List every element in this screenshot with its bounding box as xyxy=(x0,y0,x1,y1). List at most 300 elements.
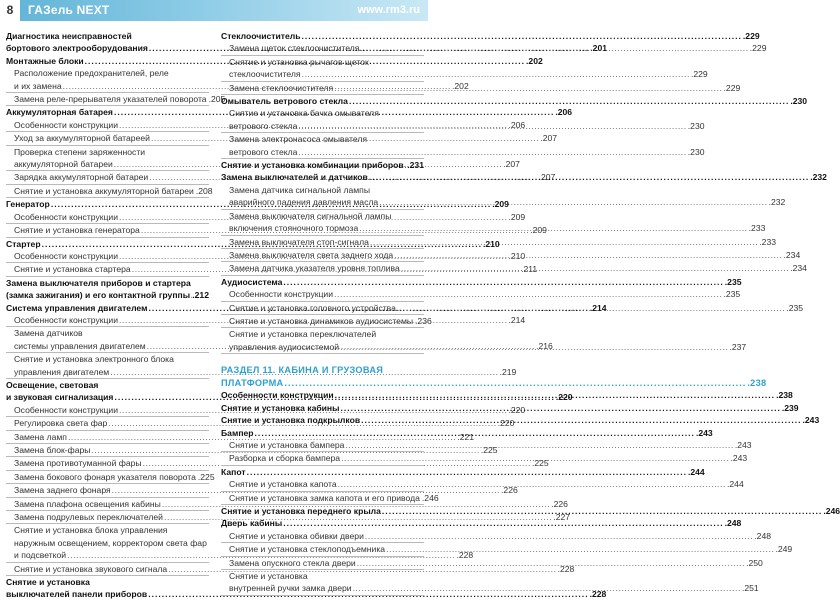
toc-page-number: .243 xyxy=(696,427,713,439)
toc-entry-row xyxy=(14,511,209,523)
dot-leader xyxy=(401,262,789,274)
toc-entry-title: Особенности конструкции xyxy=(14,250,118,262)
toc-sub-entry xyxy=(221,133,424,159)
dot-leader xyxy=(298,120,686,132)
toc-sub-entry xyxy=(6,314,209,327)
toc-sub-entry xyxy=(6,484,209,497)
toc-page-number: .235 xyxy=(725,276,742,288)
dot-leader xyxy=(382,505,822,517)
toc-major-entry xyxy=(6,198,209,210)
toc-entry-title: Монтажные блоки xyxy=(6,55,84,67)
page-header xyxy=(0,0,428,21)
toc-entry-title: Снятие и установка головного устройства xyxy=(229,302,396,314)
toc-major-entry xyxy=(221,466,424,478)
toc-sub-entry xyxy=(6,211,209,224)
dot-leader xyxy=(255,427,695,439)
toc-page-number: .251 xyxy=(742,582,759,594)
toc-page-number: .230 xyxy=(688,120,705,132)
toc-sub-entry xyxy=(6,524,209,562)
toc-page-number: .206 xyxy=(555,106,572,118)
toc-page-number: .246 xyxy=(422,492,439,504)
toc-page-number: .220 xyxy=(556,391,573,403)
toc-page-number: .235 xyxy=(786,302,803,314)
toc-entry-title: Замена реле-прерывателя указателей поворота xyxy=(14,93,207,105)
toc-entry-row xyxy=(6,55,209,67)
toc-page-number: .228 xyxy=(558,563,575,575)
toc-entry-row xyxy=(229,120,424,132)
toc-sub-entry xyxy=(221,210,424,236)
toc-entry-title: Зарядка аккумуляторной батареи xyxy=(14,171,148,183)
toc-entry-row xyxy=(221,276,424,288)
toc-sub-entry xyxy=(221,288,424,301)
toc-entry-row xyxy=(221,505,424,517)
toc-page-number: .234 xyxy=(784,249,801,261)
toc-page-number: .243 xyxy=(730,452,747,464)
toc-page-number: .236 xyxy=(415,315,432,327)
toc-sub-entry xyxy=(221,236,424,249)
dot-leader xyxy=(360,42,748,54)
toc-page-number: .212 xyxy=(192,289,209,301)
dot-leader xyxy=(405,159,407,171)
toc-sub-entry xyxy=(221,315,424,328)
toc-page-number: .207 xyxy=(539,171,556,183)
toc-page-number: .239 xyxy=(782,402,799,414)
site-url: www.rm3.ru xyxy=(357,0,420,21)
toc-entry-title: Аудиосистема xyxy=(221,276,282,288)
toc-major-entry xyxy=(221,414,424,426)
toc-entry-title: внутренней ручки замка двери xyxy=(229,582,352,594)
dot-leader xyxy=(359,222,747,234)
toc-sub-entry xyxy=(6,431,209,444)
toc-page-number: .238 xyxy=(747,377,766,390)
toc-entry-row xyxy=(14,211,209,223)
toc-page-number: .205 xyxy=(209,93,226,105)
toc-entry-title: выключателей панели приборов xyxy=(6,588,147,600)
toc-page-number: .227 xyxy=(553,511,570,523)
toc-entry-title: Снятие и установка переднего крыла xyxy=(221,505,381,517)
toc-sub-entry xyxy=(221,570,424,596)
toc-sub-entry xyxy=(221,107,424,133)
toc-entry-row xyxy=(229,452,424,464)
toc-page-number: .210 xyxy=(508,250,525,262)
toc-entry-line: наружным освещением, корректором света фар xyxy=(14,537,209,549)
dot-leader xyxy=(302,30,742,42)
toc-sub-entry xyxy=(221,249,424,262)
toc-sub-entry xyxy=(6,471,209,484)
toc-major-entry xyxy=(221,276,424,288)
toc-major-entry xyxy=(6,30,209,55)
toc-page-number: .214 xyxy=(508,314,525,326)
toc-entry-title: и их замена xyxy=(14,80,62,92)
toc-sub-entry xyxy=(6,250,209,263)
page-number: 8 xyxy=(0,0,20,21)
toc-page-number: .216 xyxy=(536,340,553,352)
toc-page-number: .206 xyxy=(508,119,525,131)
toc-page-number: .228 xyxy=(590,588,607,600)
toc-entry-title: Снятие и установка замка капота и его привода xyxy=(229,492,420,504)
toc-page-number: .211 xyxy=(521,263,537,275)
toc-page-number: .226 xyxy=(501,484,518,496)
toc-sub-entry xyxy=(221,302,424,315)
toc-major-entry xyxy=(221,95,424,107)
toc-entry-row xyxy=(14,80,209,92)
toc-right-column xyxy=(221,30,424,596)
toc-entry-title: Особенности конструкции xyxy=(14,404,118,416)
toc-left-column xyxy=(6,30,209,601)
dot-leader xyxy=(302,68,690,80)
toc-sub-entry xyxy=(221,82,424,95)
toc-major-entry xyxy=(221,171,424,183)
toc-sub-entry xyxy=(221,492,424,505)
dot-leader xyxy=(338,478,726,490)
dot-leader xyxy=(394,249,782,261)
toc-entry-title: Снятие и установка обивки двери xyxy=(229,530,364,542)
toc-entry-row xyxy=(6,391,209,403)
toc-entry-line: Диагностика неисправностей xyxy=(6,30,209,42)
toc-entry-row xyxy=(229,236,424,248)
toc-entry-row xyxy=(229,439,424,451)
toc-entry-row xyxy=(229,492,424,504)
toc-entry-title: Омыватель ветрового стекла xyxy=(221,95,348,107)
toc-entry-row xyxy=(14,119,209,131)
dot-leader xyxy=(283,517,723,529)
toc-sub-entry xyxy=(221,42,424,55)
toc-entry-row xyxy=(229,82,424,94)
toc-page-number: .225 xyxy=(198,471,215,483)
toc-entry-row xyxy=(14,498,209,510)
toc-entry-line: Снятие и установка xyxy=(229,570,424,582)
toc-page-number: .237 xyxy=(729,341,746,353)
toc-sub-entry xyxy=(221,439,424,452)
toc-page-number: .209 xyxy=(492,198,509,210)
toc-entry-row xyxy=(14,563,209,575)
toc-entry-title: Замена блок-фары xyxy=(14,444,90,456)
toc-entry-row xyxy=(6,289,209,301)
toc-sub-entry xyxy=(221,56,424,82)
toc-entry-row xyxy=(14,471,209,483)
toc-sub-entry xyxy=(6,171,209,184)
toc-entry-title: Снятие и установка капота xyxy=(229,478,337,490)
toc-entry-row xyxy=(229,222,424,234)
toc-entry-title: Замена заднего фонаря xyxy=(14,484,111,496)
dot-leader xyxy=(283,276,723,288)
toc-entry-row xyxy=(14,366,209,378)
toc-entry-title: Снятие и установка бампера xyxy=(229,439,344,451)
toc-page-number: .230 xyxy=(790,95,807,107)
toc-sub-entry xyxy=(6,224,209,237)
toc-entry-line: Снятие и установка бачка омывателя xyxy=(229,107,424,119)
toc-page-number: .214 xyxy=(590,302,607,314)
toc-sub-entry xyxy=(6,119,209,132)
toc-entry-row xyxy=(229,302,424,314)
toc-sub-entry xyxy=(221,543,424,556)
toc-page-number: .209 xyxy=(530,224,547,236)
toc-entry-line: Снятие и установка переключателей xyxy=(229,328,424,340)
toc-page-number: .220 xyxy=(508,404,525,416)
toc-page-number: .238 xyxy=(776,389,793,401)
toc-entry-title: Дверь кабины xyxy=(221,517,282,529)
toc-entry-row xyxy=(14,171,209,183)
toc-entry-row xyxy=(221,95,424,107)
toc-entry-row xyxy=(229,543,424,555)
toc-entry-title: Замена выключателя стоп-сигнала xyxy=(229,236,369,248)
toc-sub-entry xyxy=(6,185,209,198)
toc-entry-line: Снятие и установка xyxy=(6,576,209,588)
toc-page-number: .250 xyxy=(746,557,763,569)
toc-page-number: .229 xyxy=(691,68,708,80)
dot-leader xyxy=(340,402,780,414)
toc-entry-title: системы управления двигателем xyxy=(14,340,146,352)
toc-entry-row xyxy=(221,171,424,183)
toc-entry-row xyxy=(6,106,209,118)
toc-entry-line: Снятие и установка блока управления xyxy=(14,524,209,536)
dot-leader xyxy=(284,377,746,390)
toc-entry-row xyxy=(221,427,424,439)
toc-entry-row xyxy=(221,402,424,414)
toc-entry-title: Снятие и установка стеклоподъемника xyxy=(229,543,385,555)
toc-entry-line: Расположение предохранителей, реле xyxy=(14,67,209,79)
toc-entry-row xyxy=(229,249,424,261)
toc-entry-row xyxy=(14,158,209,170)
toc-entry-title: Снятие и установка генератора xyxy=(14,224,140,236)
toc-page-number: .243 xyxy=(735,439,752,451)
toc-entry-title: Аккумуляторная батарея xyxy=(6,106,113,118)
toc-entry-row xyxy=(229,530,424,542)
dot-leader xyxy=(369,171,809,183)
toc-entry-title: Снятие и установка комбинации приборов xyxy=(221,159,404,171)
toc-entry-line: Снятие и установка рычагов щеток xyxy=(229,56,424,68)
toc-entry-title: Снятие и установка динамиков аудиосистемы xyxy=(229,315,413,327)
toc-entry-line: Замена датчиков xyxy=(14,327,209,339)
toc-major-entry xyxy=(6,576,209,601)
toc-entry-line: РАЗДЕЛ 11. КАБИНА И ГРУЗОВАЯ xyxy=(221,364,424,377)
toc-entry-row xyxy=(14,263,209,275)
toc-entry-line: Проверка степени заряженности xyxy=(14,146,209,158)
toc-page-number: .243 xyxy=(803,414,820,426)
toc-entry-row xyxy=(14,404,209,416)
dot-leader xyxy=(357,557,745,569)
toc-entry-title: Особенности конструкции xyxy=(221,389,334,401)
toc-entry-title: Особенности конструкции xyxy=(14,314,118,326)
toc-page-number: .232 xyxy=(769,196,786,208)
toc-sub-entry xyxy=(6,498,209,511)
dot-leader xyxy=(335,389,775,401)
toc-page-number: .220 xyxy=(498,417,515,429)
toc-entry-title: Особенности конструкции xyxy=(229,288,333,300)
toc-entry-title: (замка зажигания) и его контактной группы xyxy=(6,289,190,301)
toc-entry-title: Стеклоочиститель xyxy=(221,30,301,42)
toc-entry-row xyxy=(14,250,209,262)
toc-entry-title: ПЛАТФОРМА xyxy=(221,377,283,390)
toc-sub-entry xyxy=(6,511,209,524)
toc-major-entry xyxy=(221,402,424,414)
toc-page-number: .225 xyxy=(532,457,549,469)
toc-entry-title: бортового электрооборудования xyxy=(6,42,148,54)
toc-entry-title: Замена выключателя света заднего хода xyxy=(229,249,393,261)
toc-entry-row xyxy=(14,340,209,352)
toc-sub-entry xyxy=(6,404,209,417)
brand-title: ГАЗель NEXT xyxy=(28,0,109,21)
toc-page-number: .207 xyxy=(503,158,520,170)
toc-entry-row xyxy=(229,288,424,300)
toc-page-number: .221 xyxy=(457,431,474,443)
toc-sub-entry xyxy=(6,353,209,379)
toc-entry-title: Регулировка света фар xyxy=(14,417,107,429)
toc-page-number: .210 xyxy=(483,238,500,250)
toc-sub-entry xyxy=(221,452,424,465)
toc-major-entry xyxy=(6,55,209,67)
toc-entry-row xyxy=(229,582,424,594)
toc-entry-row xyxy=(229,42,424,54)
toc-page-number: .229 xyxy=(750,42,767,54)
dot-leader xyxy=(345,439,733,451)
toc-page-number: .229 xyxy=(743,30,760,42)
toc-entry-title: Уход за аккумуляторной батареей xyxy=(14,132,150,144)
toc-entry-row xyxy=(229,341,424,353)
toc-entry-title: Снятие и установка аккумуляторной батареи xyxy=(14,185,194,197)
toc-sub-entry xyxy=(6,263,209,276)
toc-page-number: .202 xyxy=(526,55,543,67)
toc-entry-row xyxy=(6,302,209,314)
toc-entry-row xyxy=(221,389,424,401)
dot-leader xyxy=(361,414,801,426)
toc-page-number: .229 xyxy=(724,82,741,94)
toc-entry-row xyxy=(14,549,209,561)
toc-page-number: .248 xyxy=(754,530,771,542)
toc-page-number: .244 xyxy=(688,466,705,478)
toc-page-number: .207 xyxy=(540,132,557,144)
toc-entry-title: Замена ламп xyxy=(14,431,67,443)
toc-page-number: .228 xyxy=(456,549,473,561)
toc-page-number: .225 xyxy=(481,444,498,456)
dot-leader xyxy=(298,146,686,158)
toc-entry-row xyxy=(6,198,209,210)
toc-entry-title: стеклоочистителя xyxy=(229,68,301,80)
toc-entry-title: ветрового стекла xyxy=(229,120,297,132)
toc-entry-title: Разборка и сборка бампера xyxy=(229,452,340,464)
toc-page-number: .234 xyxy=(790,262,807,274)
toc-entry-title: аккумуляторной батареи xyxy=(14,158,113,170)
toc-sub-entry xyxy=(6,327,209,353)
toc-entry-row xyxy=(221,30,424,42)
toc-entry-row xyxy=(14,132,209,144)
toc-entry-row xyxy=(6,42,209,54)
toc-sub-entry xyxy=(6,67,209,93)
toc-entry-row xyxy=(14,457,209,469)
toc-entry-title: Снятие и установка звукового сигнала xyxy=(14,563,167,575)
toc-page-number: .244 xyxy=(727,478,744,490)
dot-leader xyxy=(341,452,729,464)
toc-entry-title: включения стояночного тормоза xyxy=(229,222,358,234)
toc-sub-entry xyxy=(221,262,424,275)
toc-entry-row xyxy=(229,262,424,274)
toc-page-number: .230 xyxy=(688,146,705,158)
toc-sub-entry xyxy=(6,146,209,172)
toc-entry-title: и подсветкой xyxy=(14,549,66,561)
toc-entry-line: Замена выключателя сигнальной лампы xyxy=(229,210,424,222)
toc-major-entry xyxy=(6,277,209,302)
toc-entry-line: Освещение, световая xyxy=(6,379,209,391)
toc-sub-entry xyxy=(6,563,209,576)
toc-entry-row xyxy=(221,414,424,426)
toc-entry-row xyxy=(14,417,209,429)
toc-entry-title: Особенности конструкции xyxy=(14,119,118,131)
toc-entry-title: Снятие и установка подкрылков xyxy=(221,414,360,426)
dot-leader xyxy=(349,95,789,107)
toc-major-entry xyxy=(221,427,424,439)
toc-major-entry xyxy=(221,159,424,171)
dot-leader xyxy=(370,236,758,248)
toc-page-number: .202 xyxy=(452,80,469,92)
toc-entry-row xyxy=(221,377,424,390)
toc-page-number: .248 xyxy=(725,517,742,529)
toc-entry-title: Замена опускного стекла двери xyxy=(229,557,356,569)
toc-entry-row xyxy=(14,93,209,105)
toc-page-number: .233 xyxy=(749,222,766,234)
toc-page-number: .219 xyxy=(500,366,517,378)
toc-major-entry xyxy=(221,517,424,529)
toc-major-entry xyxy=(6,238,209,250)
toc-entry-row xyxy=(14,224,209,236)
toc-entry-title: управления двигателем xyxy=(14,366,109,378)
toc-page-number: .201 xyxy=(590,42,607,54)
toc-sub-entry xyxy=(221,557,424,570)
toc-page-number: .231 xyxy=(407,159,424,171)
toc-page-number: .249 xyxy=(775,543,792,555)
dot-leader xyxy=(334,288,722,300)
toc-entry-title: Стартер xyxy=(6,238,41,250)
toc-entry-row xyxy=(6,238,209,250)
toc-page-number: .235 xyxy=(723,288,740,300)
toc-section-heading xyxy=(221,364,424,389)
toc-entry-row xyxy=(221,466,424,478)
toc-entry-title: ветрового стекла xyxy=(229,146,297,158)
dot-leader xyxy=(397,302,785,314)
toc-entry-row xyxy=(229,146,424,158)
toc-entry-row xyxy=(229,557,424,569)
toc-entry-title: Замена датчика указателя уровня топлива xyxy=(229,262,400,274)
toc-entry-title: Замена плафона освещения кабины xyxy=(14,498,161,510)
toc-sub-entry xyxy=(6,132,209,145)
toc-entry-title: Замена щеток стеклоочистителя xyxy=(229,42,359,54)
toc-sub-entry xyxy=(6,93,209,106)
toc-entry-title: Замена бокового фонаря указателя поворота xyxy=(14,471,196,483)
dot-leader xyxy=(334,82,722,94)
dot-leader xyxy=(365,530,753,542)
dot-leader xyxy=(386,543,774,555)
toc-entry-title: Замена подрулевых переключателей xyxy=(14,511,163,523)
toc-page-number: .208 xyxy=(196,185,213,197)
toc-major-entry xyxy=(221,30,424,42)
toc-entry-line: Замена выключателя приборов и стартера xyxy=(6,277,209,289)
toc-entry-line: Снятие и установка электронного блока xyxy=(14,353,209,365)
toc-page-number: .232 xyxy=(810,171,827,183)
toc-sub-entry xyxy=(221,478,424,491)
toc-entry-row xyxy=(14,484,209,496)
toc-page-number: .209 xyxy=(508,211,525,223)
toc-page-number: .233 xyxy=(759,236,776,248)
toc-sub-entry xyxy=(221,530,424,543)
toc-entry-row xyxy=(14,314,209,326)
toc-entry-title: Капот xyxy=(221,466,246,478)
toc-entry-title: Особенности конструкции xyxy=(14,211,118,223)
toc-entry-title: управления аудиосистемой xyxy=(229,341,339,353)
toc-entry-title: Снятие и установка кабины xyxy=(221,402,339,414)
toc-entry-row xyxy=(221,517,424,529)
toc-entry-row xyxy=(221,159,424,171)
toc-entry-row xyxy=(6,588,209,600)
toc-entry-row xyxy=(14,431,209,443)
